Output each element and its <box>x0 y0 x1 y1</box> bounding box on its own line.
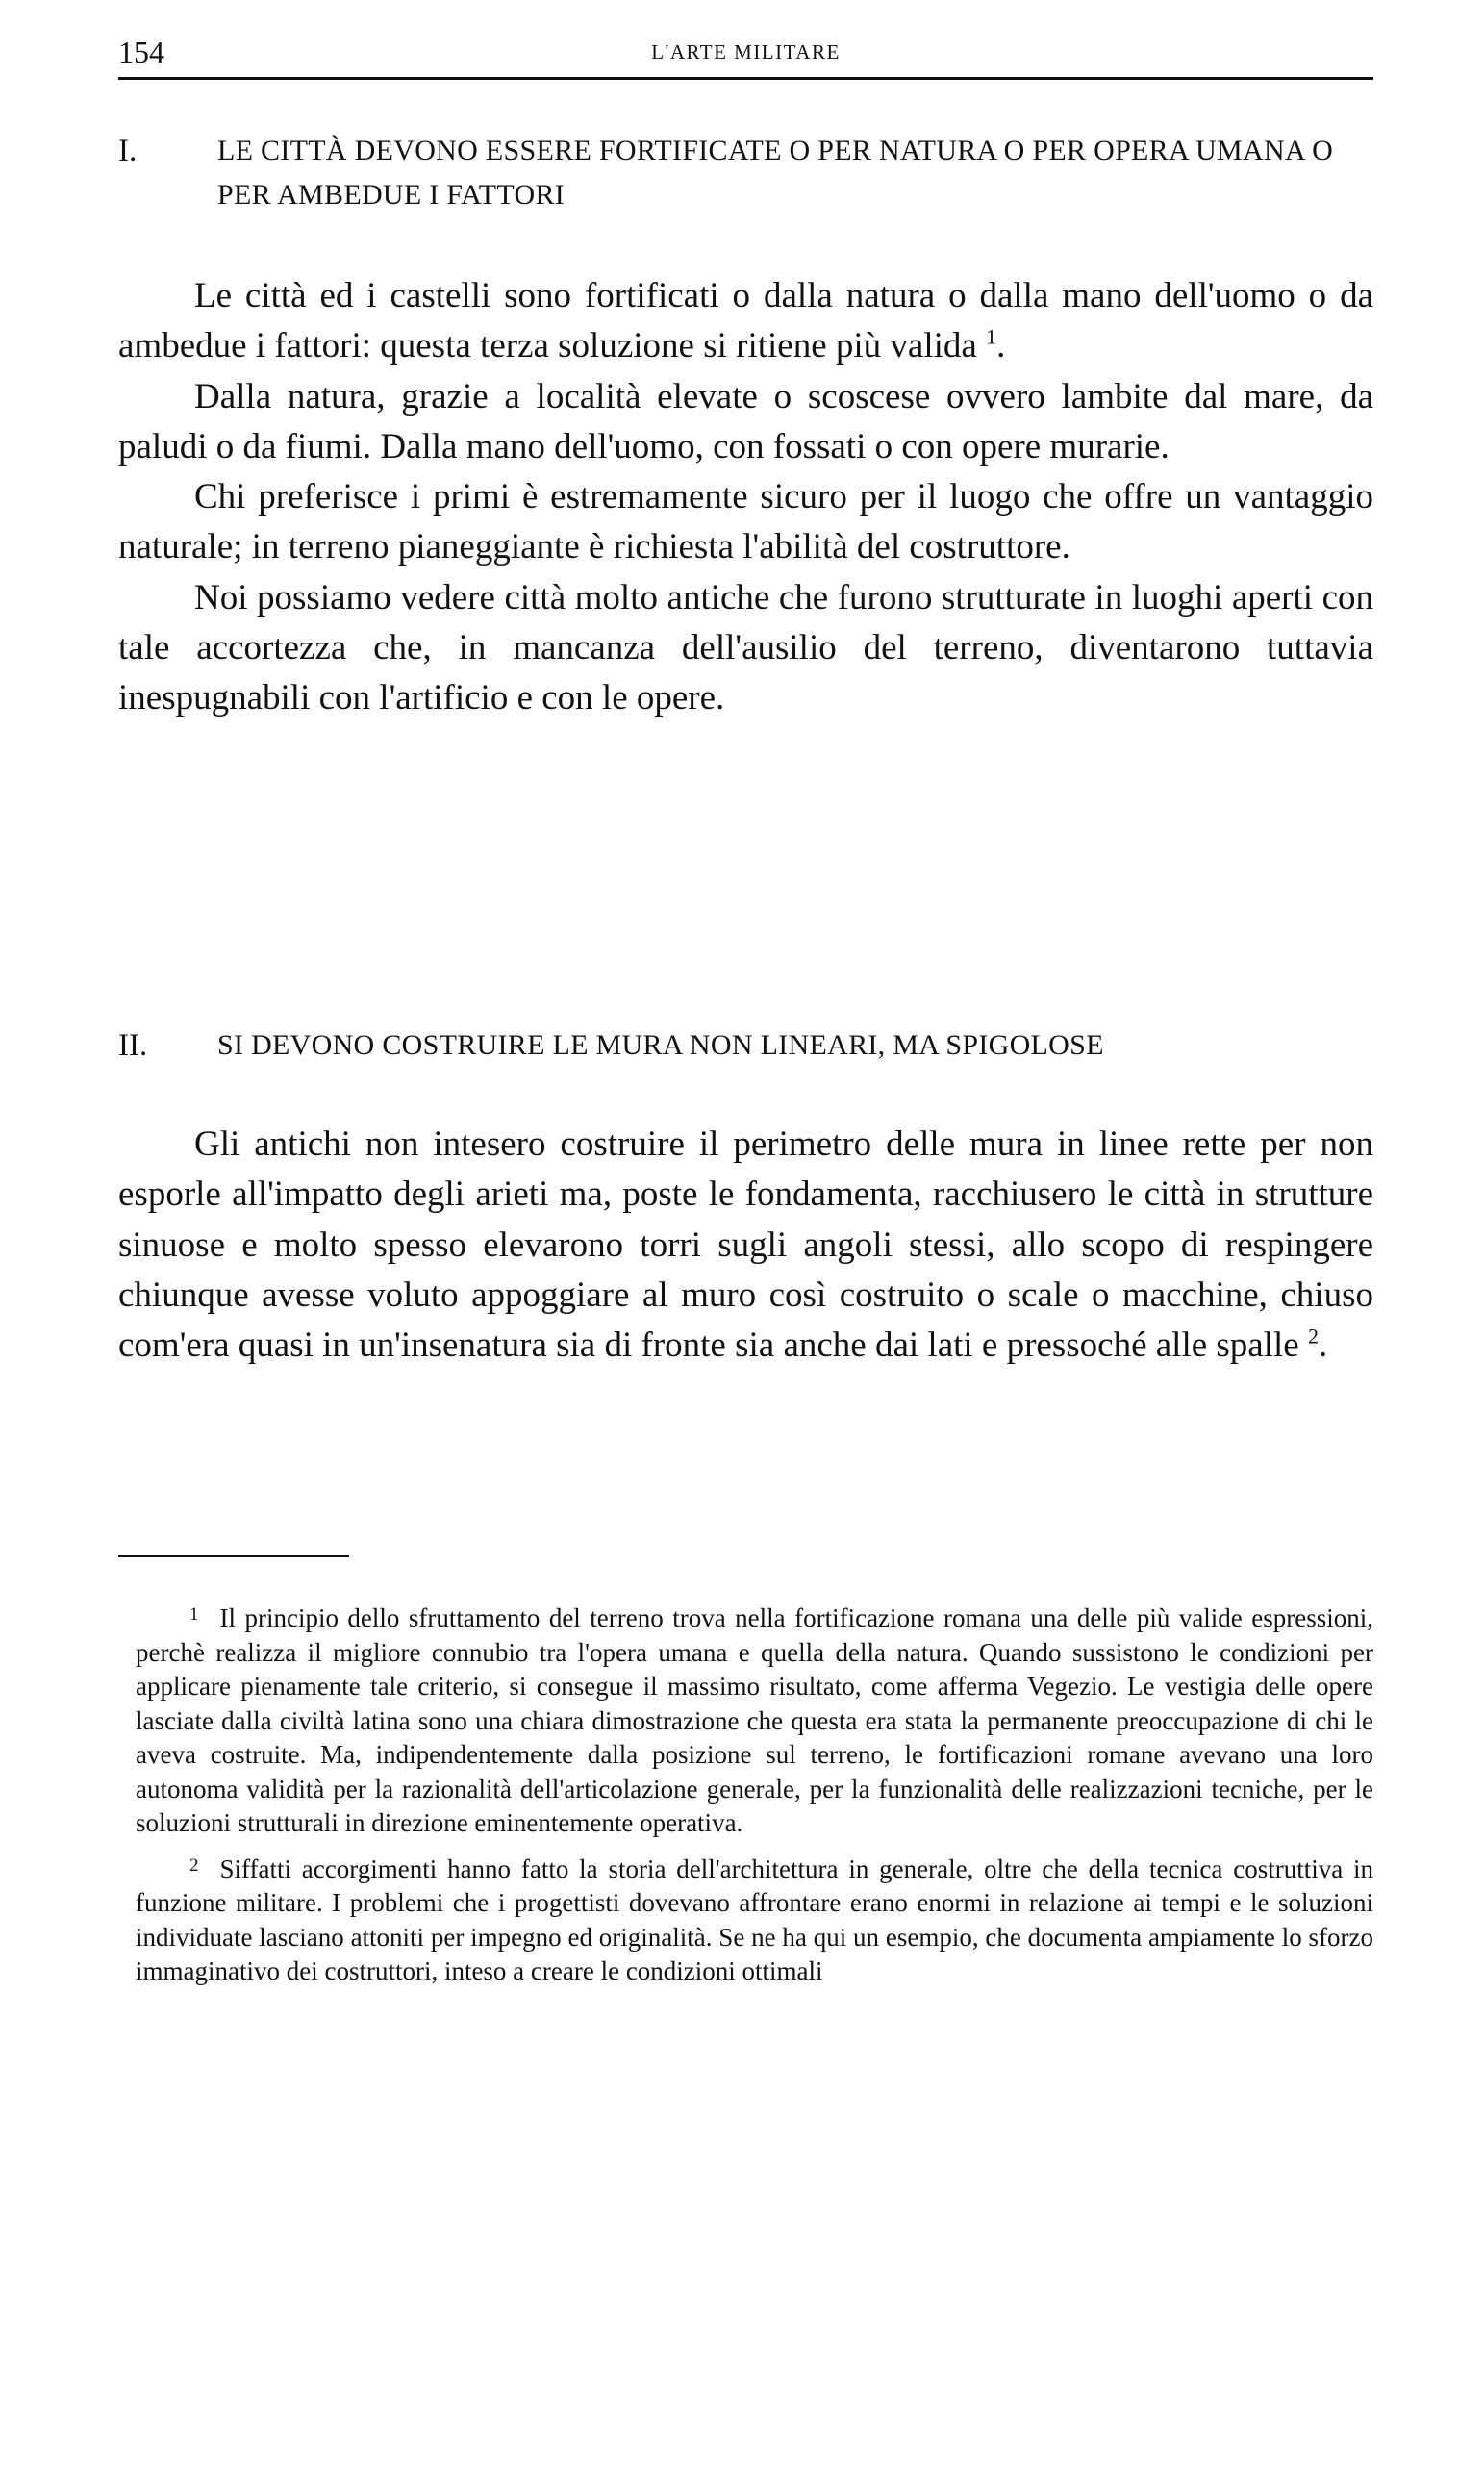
section-numeral: I. <box>118 134 138 168</box>
footnote-2 <box>136 1853 1373 1989</box>
footnote-marker: 1 <box>189 1604 199 1625</box>
section-title: LE CITTÀ DEVONO ESSERE FORTIFICATE O PER NATURA O PER OPERA UMANA O PER AMBEDUE I FATTORI <box>217 135 1334 211</box>
section-title: SI DEVONO COSTRUIRE LE MURA NON LINEARI, MA SPIGOLOSE <box>217 1029 1104 1061</box>
footnote-separator <box>118 1555 349 1557</box>
footnotes <box>136 1602 1373 1989</box>
footnote-marker: 2 <box>189 1854 199 1876</box>
footnote-text: Siffatti accorgimenti hanno fatto la storia dell'architettura in generale, oltre che della tecnica costruttiva in funzione militare. I problemi che i progettisti dovevano affrontare erano enormi in relazione ai tempi e le soluzioni individuate lasciano attoniti per impegno ed originalità. Se ne ha qui un esempio, che documenta ampiamente lo sforzo immaginativo dei costruttori, inteso a creare le condizioni ottimali <box>136 1854 1373 1985</box>
section-body-2 <box>118 1120 1373 1371</box>
page-number: 154 <box>118 35 164 69</box>
footnote-text: Il principio dello sfruttamento del terreno trova nella fortificazione romana una delle più valide espressioni, perchè realizza il migliore connubio tra l'opera umana e quella della natura. Quando sussistono le condizioni per applicare pienamente tale criterio, si consegue il massimo risultato, come afferma Vegezio. Le vestigia delle opere lasciate dalla civiltà latina sono una chiara dimostrazione che questa era stata la permanente preoccupazione di chi le aveva costruite. Ma, indipendentemente dalla posizione sul terreno, le fortificazioni romane avevano una loro autonoma validità per la razionalità dell'articolazione generale, per la funzionalità delle realizzazioni tecniche, per le soluzioni strutturali in direzione eminentemente operativa. <box>136 1603 1373 1837</box>
footnote-1 <box>136 1602 1373 1841</box>
paragraph: Noi possiamo vedere città molto antiche che furono strutturate in luoghi aperti con tale accortezza che, in mancanza dell'ausilio del terreno, diventarono tuttavia inespugnabili con l'artificio e con le opere. <box>118 577 1373 719</box>
paragraph-text: Le città ed i castelli sono fortificati o dalla natura o dalla mano dell'uomo o da ambedue i fattori: questa terza soluzione si ritiene più valida <box>118 276 1373 366</box>
running-head <box>118 29 1373 77</box>
section-body-1 <box>118 271 1373 724</box>
paragraph: Gli antichi non intesero costruire il perimetro delle mura in linee rette per non esporle all'impatto degli arieti ma, poste le fondamenta, racchiusero le città in strutture sinuose e molto spesso elevarono torri sugli angoli stessi, allo scopo di respingere chiunque avesse voluto appoggiare al muro così costruito o scale o macchine, chiuso com'era quasi in un'insenatura sia di fronte sia anche dai lati e pressoché alle spalle $^2$. <box>118 1124 1373 1366</box>
footnote-reference: 2 <box>1307 1324 1319 1349</box>
paragraph-text: Gli antichi non intesero costruire il perimetro delle mura in linee rette per non esporle all'impatto degli arieti ma, poste le fondamenta, racchiusero le città in strutture sinuose e molto spesso elevarono torri sugli angoli stessi, allo scopo di respingere chiunque avesse voluto appoggiare al muro così costruito o scale o macchine, chiuso com'era quasi in un'insenatura sia di fronte sia anche dai lati e pressoché alle spalle <box>118 1124 1373 1366</box>
paragraph: Le città ed i castelli sono fortificati o dalla natura o dalla mano dell'uomo o da ambedue i fattori: questa terza soluzione si ritiene più valida $^1$. <box>118 276 1373 366</box>
paragraph: Chi preferisce i primi è estremamente sicuro per il luogo che offre un vantaggio naturale; in terreno pianeggiante è richiesta l'abilità del costruttore. <box>118 477 1373 568</box>
paragraph: Dalla natura, grazie a località elevate o scoscese ovvero lambite dal mare, da paludi o da fiumi. Dalla mano dell'uomo, con fossati o con opere murarie. <box>118 376 1373 467</box>
header-rule <box>118 77 1373 80</box>
section-heading-2 <box>118 1023 1373 1068</box>
running-title: L'ARTE MILITARE <box>651 40 841 63</box>
section-numeral: II. <box>118 1028 148 1063</box>
footnote-reference: 1 <box>986 324 997 349</box>
section-heading-1 <box>118 129 1373 217</box>
